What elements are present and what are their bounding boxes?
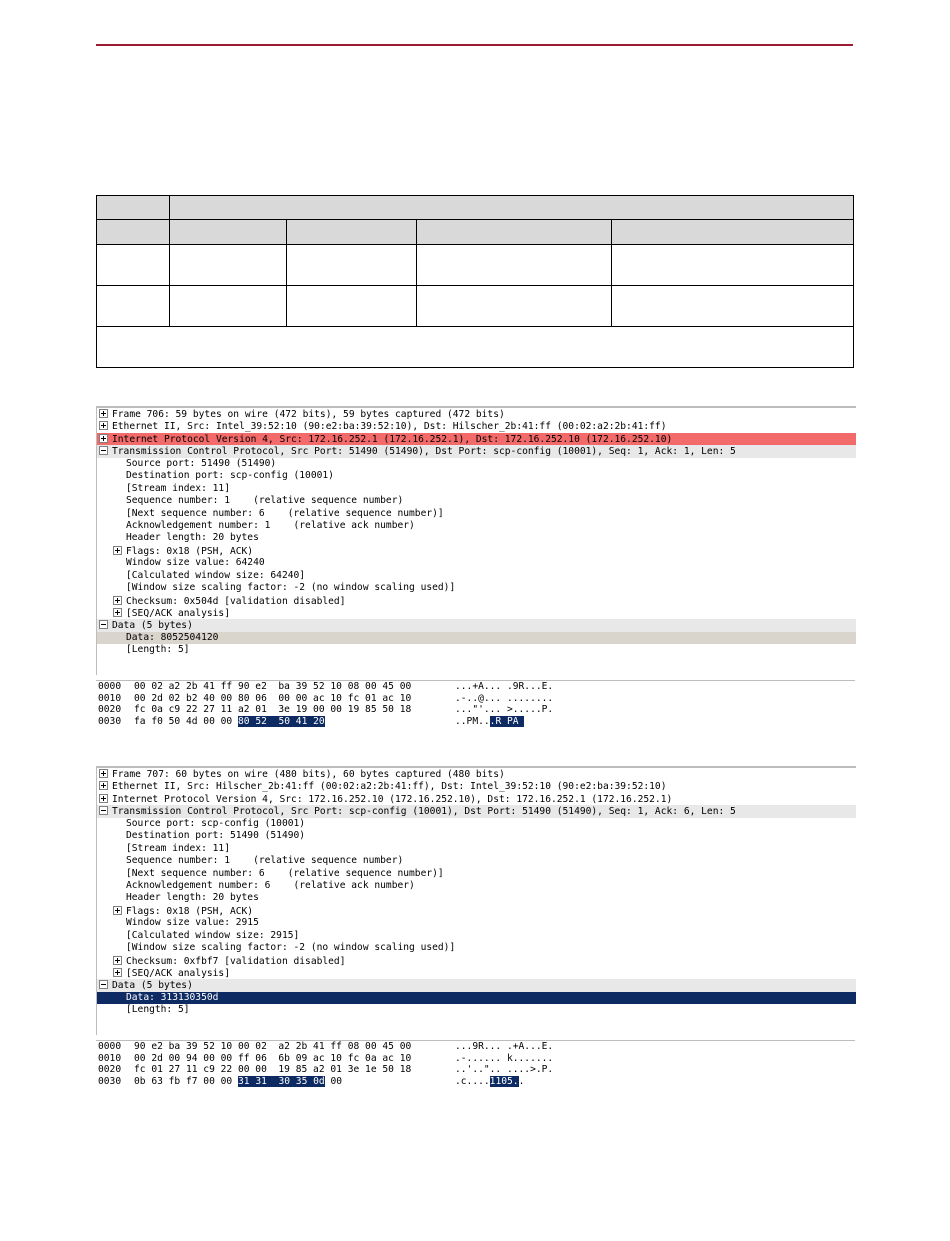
hex-row[interactable]	[96, 716, 855, 728]
tree-row-text: Frame 706: 59 bytes on wire (472 bits), 59 bytes captured (472 bits)	[112, 409, 505, 420]
hex-row[interactable]	[96, 1076, 855, 1088]
tree-row[interactable]	[97, 942, 856, 954]
hex-selected-bytes: 80 52 50 41 20	[238, 715, 325, 727]
hex-ascii-tail: .	[518, 1075, 525, 1087]
hex-ascii: .-...... k.......	[455, 1052, 554, 1064]
hex-ascii: ..."'... >.....P.	[455, 704, 554, 715]
hex-bytes: 90 e2 ba 39 52 10 00 02 a2 2b 41 ff 08 00 45 00	[134, 1041, 412, 1052]
tree-row[interactable]	[97, 793, 856, 805]
tree-row[interactable]	[97, 458, 856, 470]
tree-row[interactable]	[97, 595, 856, 607]
table-row	[97, 286, 854, 327]
hex-offset: 0000	[98, 681, 122, 692]
hex-ascii: ..'..".. ....>.P.	[455, 1064, 554, 1075]
hex-row[interactable]	[96, 1064, 855, 1076]
tree-row-text: Window size value: 64240	[126, 557, 265, 569]
tree-row[interactable]	[97, 619, 856, 631]
tree-row-text: Destination port: scp-config (10001)	[126, 470, 334, 482]
tree-row[interactable]	[97, 930, 856, 942]
hex-row[interactable]	[96, 1041, 855, 1053]
tree-row[interactable]	[97, 433, 856, 445]
expand-icon[interactable]	[99, 769, 108, 778]
collapse-icon[interactable]	[99, 620, 108, 629]
hex-ascii: .-..@... ........	[455, 692, 554, 704]
hex-bytes: 0b 63 fb f7 00 00	[134, 1075, 238, 1087]
tree-row-text: [Calculated window size: 64240]	[126, 569, 306, 581]
tree-row-text: Acknowledgement number: 6 (relative ack number)	[126, 879, 415, 891]
tree-row[interactable]	[97, 955, 856, 967]
tree-row[interactable]	[97, 408, 856, 420]
tree-row-text: Checksum: 0x504d [validation disabled]	[126, 595, 346, 607]
expand-icon[interactable]	[99, 421, 108, 430]
hex-offset: 0020	[98, 704, 122, 715]
tree-row-text: Internet Protocol Version 4, Src: 172.16.252.10 (172.16.252.10), Dst: 172.16.252.1 (172.16.252.1)	[112, 793, 673, 805]
expand-icon[interactable]	[99, 434, 108, 443]
tree-row[interactable]	[97, 992, 856, 1004]
hex-selected-ascii: 1105.	[489, 1075, 519, 1087]
tree-row-text: [Length: 5]	[126, 644, 190, 656]
tree-row-text: Flags: 0x18 (PSH, ACK)	[126, 545, 254, 557]
tree-row-text: [SEQ/ACK analysis]	[126, 608, 230, 619]
tree-row[interactable]	[97, 508, 856, 520]
expand-icon[interactable]	[113, 608, 122, 617]
tree-row-text: [Window size scaling factor: -2 (no window scaling used)]	[126, 942, 456, 954]
hex-selected-ascii: .R PA	[489, 715, 525, 727]
tree-row-text: Ethernet II, Src: Intel_39:52:10 (90:e2:ba:39:52:10), Dst: Hilscher_2b:41:ff (00:02:a2:2b:41:ff)	[112, 421, 667, 433]
tree-row-text: Data: 8052504120	[126, 631, 219, 643]
hex-offset: 0010	[98, 1052, 122, 1064]
tree-row[interactable]	[97, 917, 856, 929]
tree-row-text: Window size value: 2915	[126, 917, 259, 929]
tree-row-text: [Stream index: 11]	[126, 842, 230, 854]
packet-details-pane-1[interactable]	[96, 406, 856, 675]
expand-icon[interactable]	[113, 546, 122, 555]
table-row	[97, 245, 854, 286]
expand-icon[interactable]	[99, 794, 108, 803]
tree-row-text: Internet Protocol Version 4, Src: 172.16.252.1 (172.16.252.1), Dst: 172.16.252.10 (172.16.252.10)	[112, 433, 673, 445]
tree-row-text: Frame 707: 60 bytes on wire (480 bits), 60 bytes captured (480 bits)	[112, 769, 505, 780]
hex-row[interactable]	[96, 704, 855, 716]
tree-row-text: Acknowledgement number: 1 (relative ack number)	[126, 519, 415, 531]
collapse-icon[interactable]	[99, 446, 108, 455]
tree-row-text: Flags: 0x18 (PSH, ACK)	[126, 905, 254, 917]
hex-ascii: ..PM..	[455, 715, 490, 727]
empty-table	[96, 195, 854, 368]
tree-row[interactable]	[97, 1004, 856, 1016]
tree-row-text: Data (5 bytes)	[112, 980, 193, 992]
header-rule	[96, 44, 853, 46]
tree-row[interactable]	[97, 979, 856, 991]
tree-row-text: [Next sequence number: 6 (relative sequence number)]	[126, 867, 444, 879]
tree-row-text: Source port: scp-config (10001)	[126, 817, 306, 829]
tree-row-text: Header length: 20 bytes	[126, 532, 259, 544]
tree-row[interactable]	[97, 855, 856, 867]
expand-icon[interactable]	[99, 781, 108, 790]
tree-row[interactable]	[97, 880, 856, 892]
hex-ascii: ...9R... .+A...E.	[455, 1041, 554, 1052]
hex-selected-bytes: 31 31 30 35 0d	[238, 1075, 325, 1087]
packet-bytes-pane-1[interactable]	[96, 680, 855, 731]
hex-bytes-tail: 00	[324, 1075, 343, 1087]
tree-row[interactable]	[97, 570, 856, 582]
expand-icon[interactable]	[113, 596, 122, 605]
hex-offset: 0030	[98, 715, 122, 727]
hex-bytes: fc 0a c9 22 27 11 a2 01 3e 19 00 00 19 85 50 18	[134, 704, 412, 715]
tree-row[interactable]	[97, 607, 856, 619]
tree-row[interactable]	[97, 495, 856, 507]
tree-row[interactable]	[97, 644, 856, 656]
hex-offset: 0020	[98, 1064, 122, 1075]
tree-row-text: Sequence number: 1 (relative sequence number)	[126, 495, 404, 507]
hex-bytes: fa f0 50 4d 00 00	[134, 715, 238, 727]
tree-row-text: Checksum: 0xfbf7 [validation disabled]	[126, 955, 346, 967]
tree-row-text: Sequence number: 1 (relative sequence number)	[126, 855, 404, 867]
tree-row[interactable]	[97, 520, 856, 532]
packet-details-pane-2[interactable]	[96, 766, 856, 1035]
tree-row[interactable]	[97, 868, 856, 880]
hex-offset: 0010	[98, 692, 122, 704]
tree-row[interactable]	[97, 780, 856, 792]
hex-ascii: ...+A... .9R...E.	[455, 681, 554, 692]
tree-row-text: [Calculated window size: 2915]	[126, 929, 300, 941]
tree-row[interactable]	[97, 557, 856, 569]
tree-row[interactable]	[97, 830, 856, 842]
tree-row[interactable]	[97, 483, 856, 495]
tree-row-text: Transmission Control Protocol, Src Port: scp-config (10001), Dst Port: 51490 (51490), Seq: 1, Ack: 6, Len: 5	[112, 806, 736, 818]
tree-row-text: Header length: 20 bytes	[126, 892, 259, 904]
tree-row[interactable]	[97, 805, 856, 817]
packet-bytes-pane-2[interactable]	[96, 1040, 855, 1091]
hex-bytes: 00 02 a2 2b 41 ff 90 e2 ba 39 52 10 08 00 45 00	[134, 681, 412, 692]
tree-row[interactable]	[97, 818, 856, 830]
expand-icon[interactable]	[113, 906, 122, 915]
tree-row-text: [Window size scaling factor: -2 (no window scaling used)]	[126, 582, 456, 594]
hex-offset: 0030	[98, 1075, 122, 1087]
table-subheader-row	[97, 220, 854, 245]
expand-icon[interactable]	[113, 956, 122, 965]
tree-row[interactable]	[97, 445, 856, 457]
hex-offset: 0000	[98, 1041, 122, 1052]
table-footer-row	[97, 327, 854, 368]
tree-row[interactable]	[97, 470, 856, 482]
tree-row[interactable]	[97, 545, 856, 557]
hex-row[interactable]	[96, 681, 855, 693]
tree-row[interactable]	[97, 905, 856, 917]
tree-row[interactable]	[97, 967, 856, 979]
tree-row[interactable]	[97, 892, 856, 904]
expand-icon[interactable]	[99, 409, 108, 418]
hex-ascii: .c....	[455, 1075, 490, 1087]
tree-row-text: Data: 313130350d	[126, 991, 219, 1003]
collapse-icon[interactable]	[99, 806, 108, 815]
tree-row-text: [Length: 5]	[126, 1004, 190, 1016]
tree-row-text: [SEQ/ACK analysis]	[126, 968, 230, 979]
tree-row-text: [Stream index: 11]	[126, 482, 230, 494]
tree-row-text: Data (5 bytes)	[112, 620, 193, 632]
hex-row[interactable]	[96, 693, 855, 705]
tree-row[interactable]	[97, 420, 856, 432]
tree-row[interactable]	[97, 532, 856, 544]
hex-bytes: 00 2d 00 94 00 00 ff 06 6b 09 ac 10 fc 0a ac 10	[134, 1052, 412, 1064]
tree-row[interactable]	[97, 632, 856, 644]
expand-icon[interactable]	[113, 968, 122, 977]
collapse-icon[interactable]	[99, 980, 108, 989]
tree-row-text: Source port: 51490 (51490)	[126, 457, 277, 469]
tree-row-text: Transmission Control Protocol, Src Port: 51490 (51490), Dst Port: scp-config (10001), Seq: 1, Ack: 1, Len: 5	[112, 446, 736, 458]
tree-row[interactable]	[97, 843, 856, 855]
tree-row[interactable]	[97, 768, 856, 780]
tree-row-text: Ethernet II, Src: Hilscher_2b:41:ff (00:02:a2:2b:41:ff), Dst: Intel_39:52:10 (90:e2:ba:39:52:10)	[112, 781, 667, 793]
tree-row-text: Destination port: 51490 (51490)	[126, 830, 306, 842]
hex-row[interactable]	[96, 1053, 855, 1065]
tree-row-text: [Next sequence number: 6 (relative sequence number)]	[126, 507, 444, 519]
hex-bytes: fc 01 27 11 c9 22 00 00 19 85 a2 01 3e 1e 50 18	[134, 1064, 412, 1075]
table-header-row	[97, 196, 854, 220]
hex-bytes: 00 2d 02 b2 40 00 80 06 00 00 ac 10 fc 01 ac 10	[134, 692, 412, 704]
tree-row[interactable]	[97, 582, 856, 594]
